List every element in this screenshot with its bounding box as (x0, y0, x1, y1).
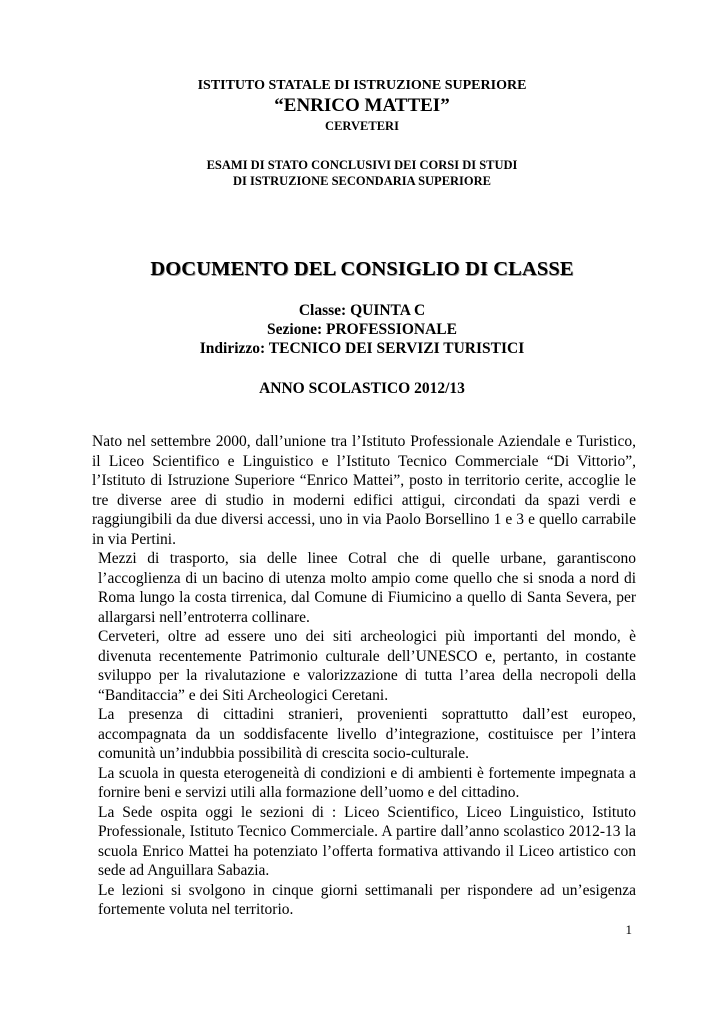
school-name-heading: “ENRICO MATTEI” (274, 95, 450, 116)
paragraph: La scuola in questa eterogeneità di condizioni e di ambienti è fortemente impegnata a fornire beni e servizi utili alla formazione dell’uomo e del cittadino. (98, 764, 636, 801)
paragraph: La presenza di cittadini stranieri, provenienti soprattutto dall’est europeo, accompagnata da un soddisfacente livello d’integrazione, costituisce per l’intera comunità un’indubbia possibilità di crescita socio-culturale. (98, 706, 636, 762)
track-label: Indirizzo: TECNICO DEI SERVIZI TURISTICI (199, 340, 525, 357)
paragraph: Le lezioni si svolgono in cinque giorni settimanali per rispondere ad un’esigenza fortemente voluta nel territorio. (98, 881, 636, 918)
body-text (92, 432, 636, 920)
section-label: Sezione: PROFESSIONALE (267, 321, 457, 338)
paragraph: Nato nel settembre 2000, dall’unione tra l’Istituto Professionale Aziendale e Turistico, il Liceo Scientifico e Linguistico e l’Istituto Tecnico Commerciale “Di Vittorio”, l’Istituto di Istruzione Superiore “Enrico Mattei”, posto in territorio cerite, accoglie le tre diverse aree di studio in moderni edifici attigui, circondati da spazi verdi e raggiungibili da due diversi accessi, uno in via Paolo Borsellino 1 e 3 e quello carrabile in via Pertini. (92, 433, 636, 548)
paragraph: Mezzi di trasporto, sia delle linee Cotral che di quelle urbane, garantiscono l’accoglienza di un bacino di utenza molto ampio come quello che si snoda a nord di Roma lungo la costa tirrenica, dal Comune di Fiumicino a quello di Santa Severa, per allargarsi nell’entroterra collinare. (98, 550, 636, 626)
paragraph: La Sede ospita oggi le sezioni di : Liceo Scientifico, Liceo Linguistico, Istituto Professionale, Istituto Tecnico Commerciale. A partire dall’anno scolastico 2012-13 la scuola Enrico Mattei ha potenziato l’offerta formativa attivando il Liceo artistico con sede ad Anguillara Sabazia. (98, 803, 636, 879)
paragraph: Cerveteri, oltre ad essere uno dei siti archeologici più importanti del mondo, è divenuta recentemente Patrimonio culturale dell’UNESCO e, pertanto, in costante sviluppo per la rivalutazione e valorizzazione di tutta l’area della necropoli della “Banditaccia” e dei Siti Archeologici Ceretani. (98, 628, 636, 704)
document-title: DOCUMENTO DEL CONSIGLIO DI CLASSE (150, 258, 574, 280)
exam-heading-line-2: DI ISTRUZIONE SECONDARIA SUPERIORE (232, 174, 492, 188)
school-city: CERVETERI (325, 119, 399, 133)
page-number: 1 (625, 922, 632, 937)
class-label: Classe: QUINTA C (298, 302, 426, 319)
exam-heading-line-1: ESAMI DI STATO CONCLUSIVI DEI CORSI DI STUDI (206, 158, 518, 172)
school-type-heading: ISTITUTO STATALE DI ISTRUZIONE SUPERIORE (197, 78, 527, 93)
school-year-label: ANNO SCOLASTICO 2012/13 (259, 380, 465, 397)
